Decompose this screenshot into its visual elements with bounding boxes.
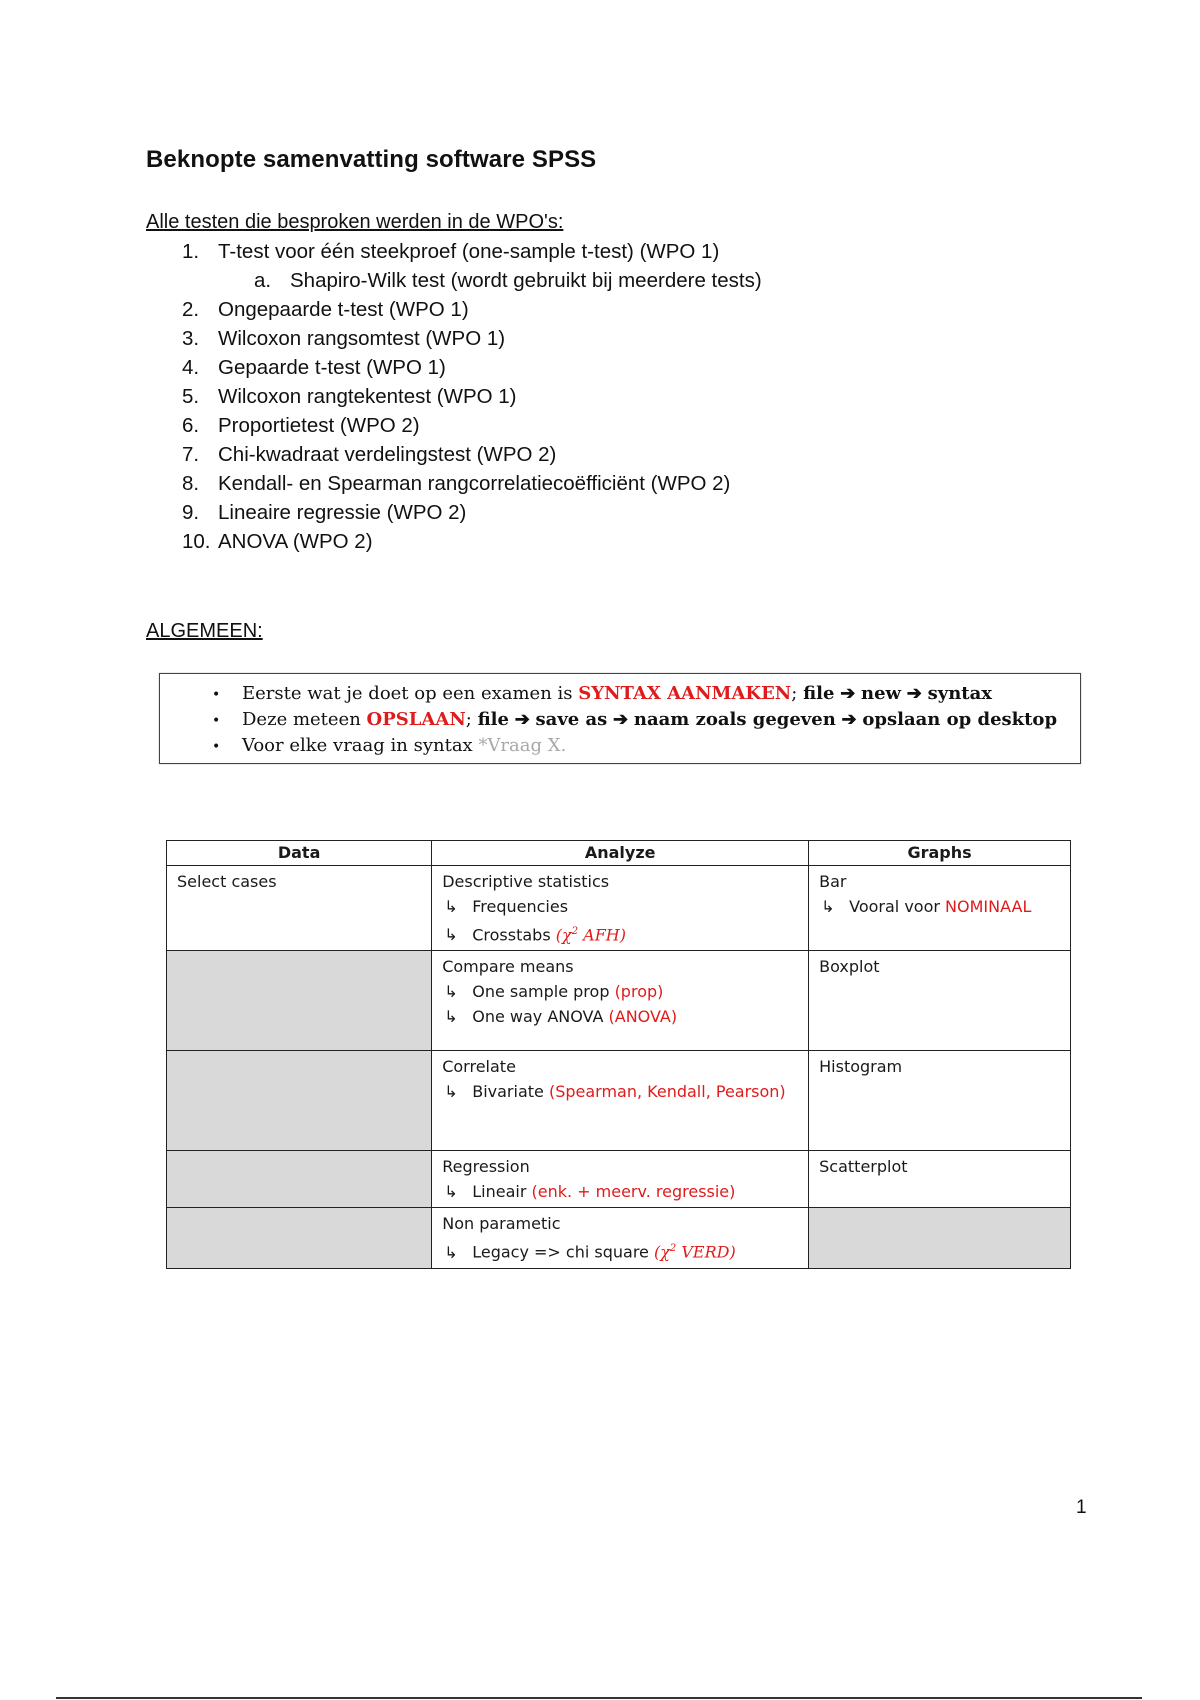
cell-text: Correlate [442,1057,516,1077]
menu-path: new [861,683,902,704]
sub-item [442,919,798,947]
analyze-cell [432,1151,809,1208]
bullet-icon: • [212,687,221,703]
footer-divider [56,1697,1142,1699]
formula: (χ [653,1242,670,1262]
cell-text: One sample prop [472,982,615,1002]
graphs-cell-empty [809,1208,1071,1268]
return-arrow-icon: ↳ [444,925,458,945]
analyze-cell [432,1208,809,1268]
cell-text: Crosstabs [472,925,551,945]
cell-text: Non parametic [442,1214,561,1234]
data-cell-empty [167,1208,432,1268]
analyze-cell [432,951,809,1051]
table-row [167,1208,1071,1268]
table-row [167,1151,1071,1208]
return-arrow-icon: ↳ [444,897,458,916]
highlight-text: NOMINAAL [945,897,1032,916]
arrow-right-icon: ➔ [841,709,857,730]
cell-text: Bar [819,872,847,891]
highlight-text: (Spearman, Kendall, Pearson) [548,1082,786,1102]
arrow-right-icon: ➔ [906,683,922,704]
arrow-right-icon: ➔ [514,709,530,730]
formula-exponent: 2 [669,1243,677,1255]
menu-path: opslaan op desktop [862,709,1058,730]
cell-text: Legacy => chi square [472,1242,654,1262]
table-row [167,866,1071,951]
sub-item [442,1179,798,1204]
bullet-icon: • [212,713,221,729]
highlight-text: (ANOVA) [608,1007,678,1027]
text: Voor elke vraag in syntax [242,735,479,756]
menu-path: file [803,683,835,704]
graphs-cell [809,866,1071,951]
list-text: Chi-kwadraat verdelingstest (WPO 2) [218,443,557,466]
data-cell [167,866,432,951]
table-row [167,951,1071,1051]
cell-text: Boxplot [819,957,880,977]
list-number: 8. [182,472,200,495]
algemeen-line-3 [242,735,566,756]
menu-path: naam zoals gegeven [633,709,836,730]
list-text: Gepaarde t-test (WPO 1) [218,356,446,379]
list-text: Shapiro-Wilk test (wordt gebruikt bij meerdere tests) [290,269,762,292]
text: ; [465,709,478,730]
list-number: 2. [182,298,200,321]
document-title: Beknopte samenvatting software SPSS [146,146,597,173]
algemeen-line-1 [242,683,992,704]
highlight-text: OPSLAAN [366,709,466,730]
menu-path: file [477,709,509,730]
sub-item [442,1236,798,1264]
column-header-analyze: Analyze [432,841,809,866]
sub-item [442,1079,798,1104]
algemeen-heading: ALGEMEEN: [146,620,263,642]
list-text: ANOVA (WPO 2) [218,530,373,553]
table-row [167,1051,1071,1151]
list-text: Proportietest (WPO 2) [218,414,420,437]
cell-text: Select cases [177,872,277,891]
text: ; [791,683,804,704]
menu-path: syntax [927,683,993,704]
return-arrow-icon: ↳ [444,1182,458,1202]
list-number: 10. [182,530,211,553]
cell-text: Scatterplot [819,1157,908,1177]
return-arrow-icon: ↳ [444,1007,458,1027]
list-text: Ongepaarde t-test (WPO 1) [218,298,469,321]
sub-item [442,979,798,1004]
highlight-text: SYNTAX AANMAKEN [578,683,792,704]
list-text: Wilcoxon rangtekentest (WPO 1) [218,385,517,408]
analyze-cell [432,1051,809,1151]
list-number: 1. [182,240,200,263]
highlight-text: (enk. + meerv. regressie) [531,1182,736,1202]
highlight-text: (prop) [614,982,664,1002]
sub-item [819,894,1060,919]
formula: VERD) [676,1242,736,1262]
text: Eerste wat je doet op een examen is [242,683,579,704]
analyze-cell [432,866,809,951]
list-number: 4. [182,356,200,379]
sub-item [442,1004,798,1029]
menu-path: save as [535,709,608,730]
sub-item [442,894,798,919]
arrow-right-icon: ➔ [613,709,629,730]
text: Deze meteen [242,709,367,730]
cell-text: Vooral voor [849,897,946,916]
list-number: 5. [182,385,200,408]
return-arrow-icon: ↳ [444,982,458,1002]
data-cell-empty [167,951,432,1051]
data-cell-empty [167,1051,432,1151]
cell-text: Compare means [442,957,574,977]
return-arrow-icon: ↳ [444,1242,458,1262]
list-number: 9. [182,501,200,524]
list-number: a. [254,269,272,292]
list-number: 6. [182,414,200,437]
formula: (χ [555,925,572,945]
algemeen-line-2 [242,709,1057,730]
placeholder-text: *Vraag X. [478,735,567,756]
formula-exponent: 2 [571,926,579,937]
cell-text: Frequencies [472,897,569,916]
return-arrow-icon: ↳ [821,897,835,916]
arrow-right-icon: ➔ [840,683,856,704]
graphs-cell [809,1051,1071,1151]
table-header-row [167,841,1071,866]
cell-text: Histogram [819,1057,903,1077]
cell-text: Lineair [472,1182,532,1202]
column-header-data: Data [167,841,432,866]
cell-text: One way ANOVA [472,1007,609,1027]
column-header-graphs: Graphs [809,841,1071,866]
tests-heading: Alle testen die besproken werden in de WPO's: [146,211,564,233]
list-text: Lineaire regressie (WPO 2) [218,501,467,524]
page-number: 1 [1076,1497,1087,1518]
formula: AFH) [578,925,626,945]
list-text: Kendall- en Spearman rangcorrelatiecoëfficiënt (WPO 2) [218,472,731,495]
algemeen-box [159,673,1081,764]
cell-text: Regression [442,1157,530,1177]
data-cell-empty [167,1151,432,1208]
cell-text: Descriptive statistics [442,872,610,891]
list-number: 3. [182,327,200,350]
list-text: Wilcoxon rangsomtest (WPO 1) [218,327,506,350]
cell-text: Bivariate [472,1082,549,1102]
list-number: 7. [182,443,200,466]
graphs-cell [809,951,1071,1051]
return-arrow-icon: ↳ [444,1082,458,1102]
graphs-cell [809,1151,1071,1208]
bullet-icon: • [212,739,221,755]
list-text: T-test voor één steekproef (one-sample t-test) (WPO 1) [218,240,720,263]
spss-menu-table [166,840,1071,1269]
